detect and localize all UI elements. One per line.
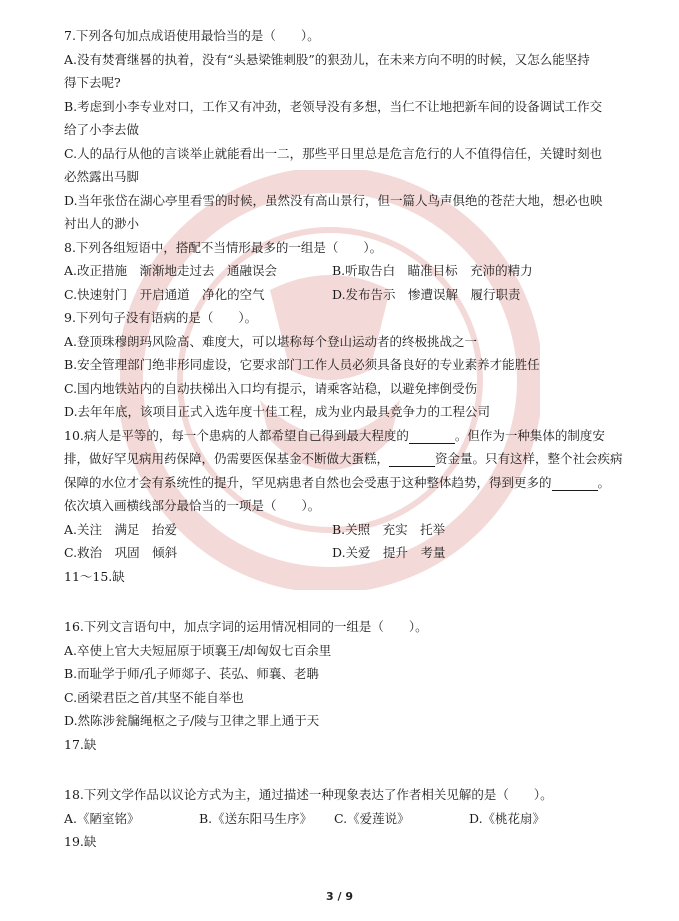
q9-option-d: D.去年年底，该项目正式入选年度十佳工程，成为业内最具竞争力的工程公司 xyxy=(64,404,491,419)
q10-option-b: B.关照 充实 托举 xyxy=(332,521,446,537)
q8-options-row2 xyxy=(64,283,652,307)
q7-stem: 7.下列各句加点成语使用最恰当的是（ ）。 xyxy=(64,28,320,43)
q10-blank-1 xyxy=(409,429,455,444)
q9-option-b: B.安全管理部门绝非形同虚设，它要求部门工作人员必须具备良好的专业素养才能胜任 xyxy=(64,357,540,372)
q18-option-b: B.《送东阳马生序》 xyxy=(199,810,313,826)
missing-19: 19.缺 xyxy=(64,834,97,849)
q7-option-a-line2: 得下去呢? xyxy=(64,75,121,90)
q18-option-c: C.《爱莲说》 xyxy=(334,810,410,826)
q8-stem: 8.下列各组短语中，搭配不当情形最多的一组是（ ）。 xyxy=(64,239,383,255)
q16-option-a: A.卒使上官大夫短屈原于顷襄王/却匈奴七百余里 xyxy=(64,642,332,658)
q7-option-c-line1: C.人的品行从他的言谈举止就能看出一二，那些平日里总是危言危行的人不值得信任，关键时刻也 xyxy=(64,145,603,161)
q18-option-d: D.《桃花扇》 xyxy=(469,810,546,826)
q8-option-c: C.快速射门 开启通道 净化的空气 xyxy=(64,286,265,302)
q10-passage-line1: 10.病人是平等的，每一个患病的人都希望自己得到最大程度的 。但作为一种集体的制度安 xyxy=(64,427,605,443)
q8-option-a: A.改正措施 渐渐地走过去 通融误会 xyxy=(64,263,278,278)
q18-options-row xyxy=(64,807,652,831)
q9-stem: 9.下列句子没有语病的是（ ）。 xyxy=(64,310,258,325)
q10-option-d: D.关爱 提升 考量 xyxy=(332,545,446,560)
missing-11-15: 11～15.缺 xyxy=(64,568,125,584)
q16-option-c: C.函梁君臣之首/其坚不能自举也 xyxy=(64,689,244,705)
q8-options-row1 xyxy=(64,259,652,283)
missing-17: 17.缺 xyxy=(64,736,97,752)
q16-option-d: D.然陈涉瓮牖绳枢之子/陵与卫律之罪上通于天 xyxy=(64,713,320,728)
q7-option-d-line2: 衬出人的渺小 xyxy=(64,216,140,231)
q10-option-a: A.关注 满足 抬爱 xyxy=(64,521,178,537)
q18-stem: 18.下列文学作品以议论方式为主，通过描述一种现象表达了作者相关见解的是（ ）。 xyxy=(64,787,553,802)
q9-option-c: C.国内地铁站内的自动扶梯出入口均有提示，请乘客站稳，以避免摔倒受伤 xyxy=(64,380,478,396)
q7-option-b-line1: B.考虑到小李专业对口，工作又有冲劲，老领导没有多想，当仁不让地把新车间的设备调试工作交 xyxy=(64,98,603,114)
page-number: 3 / 9 xyxy=(326,890,353,903)
q8-option-d: D.发布告示 惨遭误解 履行职责 xyxy=(332,286,521,302)
q10-options-row2 xyxy=(64,541,652,565)
q10-passage-line2: 排，做好罕见病用药保障，仍需要医保基金不断做大蛋糕， 资金量。只有这样，整个社会疾病 xyxy=(64,451,623,466)
q10-option-c: C.救治 巩固 倾斜 xyxy=(64,545,178,560)
q10-passage-line3: 保障的水位才会有系统性的提升，罕见病患者自然也会受惠于这种整体趋势，得到更多的 。 xyxy=(64,474,611,490)
q10-ask: 依次填入画横线部分最恰当的一项是（ ）。 xyxy=(64,498,321,513)
q9-option-a: A.登顶珠穆朗玛风险高、难度大，可以堪称每个登山运动者的终极挑战之一 xyxy=(64,333,478,349)
q8-option-b: B.听取告白 瞄准目标 充沛的精力 xyxy=(332,263,533,278)
q16-option-b: B.而耻学于师/孔子师郯子、苌弘、师襄、老聃 xyxy=(64,666,319,681)
q10-options-row1 xyxy=(64,518,652,542)
q10-blank-2 xyxy=(389,452,435,467)
q18-option-a: A.《陋室铭》 xyxy=(64,810,140,826)
q7-option-d-line1: D.当年张岱在湖心亭里看雪的时候，虽然没有高山景行，但一篇人鸟声俱绝的苍茫大地，想必也映 xyxy=(64,192,603,208)
exam-content xyxy=(64,24,652,854)
q7-option-a-line1: A.没有焚膏继晷的执着，没有“头悬梁锥刺股”的狠劲儿，在未来方向不明的时候，又怎么能坚持 xyxy=(64,51,590,67)
q10-blank-3 xyxy=(552,476,598,491)
q7-option-b-line2: 给了小李去做 xyxy=(64,122,140,137)
q16-stem: 16.下列文言语句中，加点字词的运用情况相同的一组是（ ）。 xyxy=(64,619,428,634)
q7-option-c-line2: 必然露出马脚 xyxy=(64,169,140,184)
